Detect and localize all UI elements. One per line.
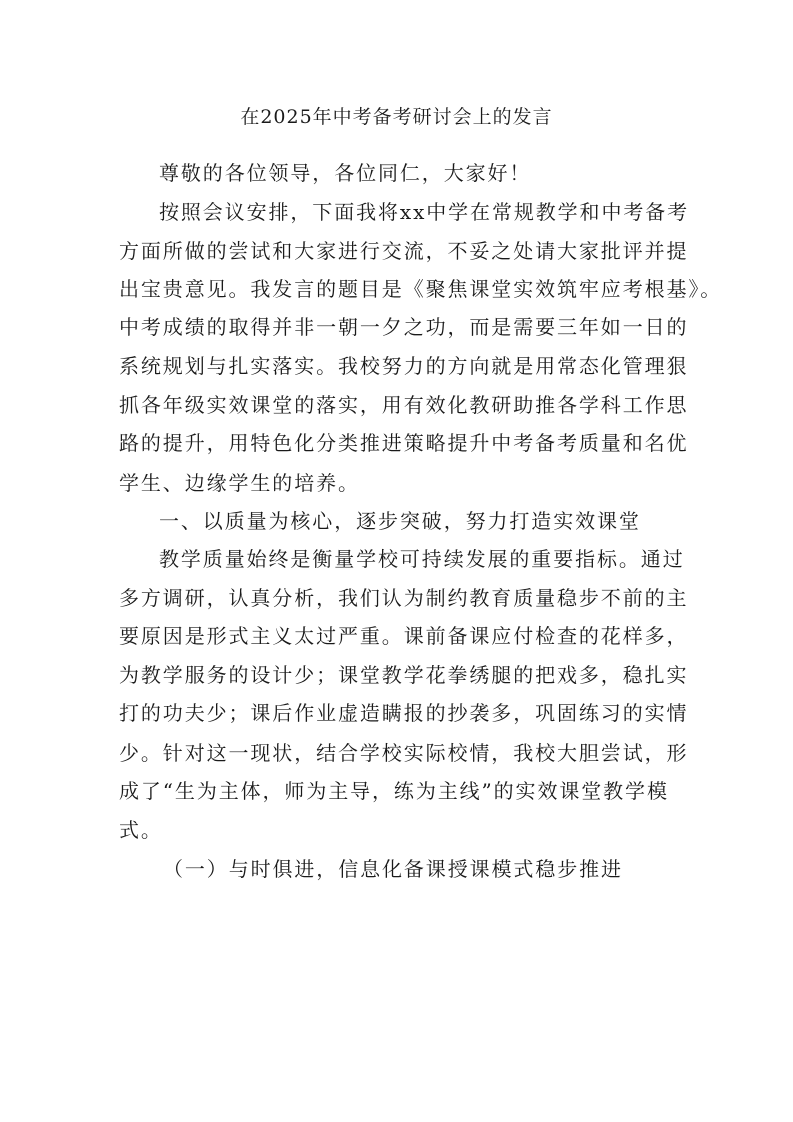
paragraph-line: 为教学服务的设计少；课堂教学花拳绣腿的把戏多，稳扎实 (119, 663, 689, 687)
paragraph-line: 尊敬的各位领导，各位同仁，大家好！ (159, 161, 532, 185)
paragraph-line: 方面所做的尝试和大家进行交流，不妥之处请大家批评并提 (119, 239, 689, 263)
paragraph-line: 少。针对这一现状，结合学校实际校情，我校大胆尝试，形 (119, 741, 689, 765)
paragraph-line: 学生、边缘学生的培养。 (119, 471, 360, 495)
paragraph-line: 要原因是形式主义太过严重。课前备课应付检查的花样多， (119, 624, 689, 648)
paragraph-line: 中考成绩的取得并非一朝一夕之功，而是需要三年如一日的 (119, 315, 689, 339)
paragraph-line: 打的功夫少；课后作业虚造瞒报的抄袭多，巩固练习的实情 (119, 701, 689, 725)
paragraph-line: 按照会议安排，下面我将xx中学在常规教学和中考备考 (159, 200, 690, 224)
paragraph-line: 式。 (119, 818, 163, 842)
document-title: 在2025年中考备考研讨会上的发言 (240, 106, 553, 128)
paragraph-line: 多方调研，认真分析，我们认为制约教育质量稳步不前的主 (119, 586, 689, 610)
paragraph-line: 教学质量始终是衡量学校可持续发展的重要指标。通过 (159, 547, 685, 571)
section-heading: 一、以质量为核心，逐步突破，努力打造实效课堂 (159, 509, 641, 533)
paragraph-line: 路的提升，用特色化分类推进策略提升中考备考质量和名优 (119, 431, 689, 455)
paragraph-line: 成了“生为主体，师为主导，练为主线”的实效课堂教学模 (119, 779, 669, 803)
paragraph-line: 系统规划与扎实落实。我校努力的方向就是用常态化管理狠 (119, 354, 689, 378)
paragraph-line: 出宝贵意见。我发言的题目是《聚焦课堂实效筑牢应考根基》。 (119, 277, 723, 301)
subsection-heading: （一）与时俱进，信息化备课授课模式稳步推进 (163, 857, 623, 881)
paragraph-line: 抓各年级实效课堂的落实，用有效化教研助推各学科工作思 (119, 393, 689, 417)
